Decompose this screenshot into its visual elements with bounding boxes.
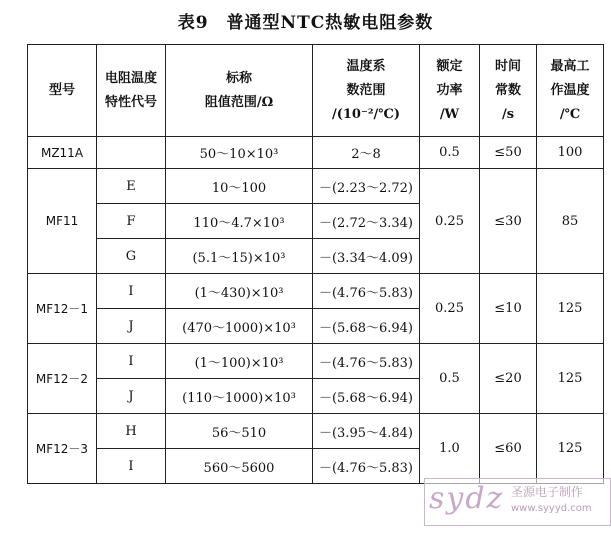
char-code-cell: I (97, 449, 166, 484)
rated-power-cell: 0.25 (420, 274, 480, 344)
header-max-temp: 最高工 作温度 /℃ (537, 45, 604, 137)
temp-coefficient-cell: －(4.76～5.83) (313, 344, 420, 379)
char-code-cell (97, 137, 166, 169)
header-rated-power: 额定 功率 /W (420, 45, 480, 137)
model-cell: MZ11A (28, 137, 97, 169)
rated-power-cell: 0.5 (420, 344, 480, 414)
model-cell: MF12－1 (28, 274, 97, 344)
char-code-cell: I (97, 344, 166, 379)
max-temp-cell: 100 (537, 137, 604, 169)
watermark-name: 圣源电子制作 (511, 485, 584, 499)
resistance-range-cell: 10～100 (166, 169, 313, 204)
time-constant-cell: ≤50 (480, 137, 537, 169)
resistance-range-cell: 560～5600 (166, 449, 313, 484)
header-time-constant: 时间 常数 /s (480, 45, 537, 137)
char-code-cell: H (97, 414, 166, 449)
resistance-range-cell: 56～510 (166, 414, 313, 449)
ntc-parameter-table (27, 44, 604, 484)
table-row (28, 274, 604, 309)
table-title: 表9 普通型NTC热敏电阻参数 (177, 13, 434, 33)
header-model: 型号 (28, 45, 97, 137)
rated-power-cell: 0.25 (420, 169, 480, 274)
max-temp-cell: 85 (537, 169, 604, 274)
max-temp-cell: 125 (537, 344, 604, 414)
model-cell: MF12－3 (28, 414, 97, 484)
table-row (28, 414, 604, 449)
resistance-range-cell: 110～4.7×10³ (166, 204, 313, 239)
header-resistance-range: 标称 阻值范围/Ω (166, 45, 313, 137)
temp-coefficient-cell: －(2.72～3.34) (313, 204, 420, 239)
temp-coefficient-cell: －(5.68～6.94) (313, 379, 420, 414)
char-code-cell: I (97, 274, 166, 309)
char-code-cell: F (97, 204, 166, 239)
resistance-range-cell: 50～10×10³ (166, 137, 313, 169)
temp-coefficient-cell: －(3.34～4.09) (313, 239, 420, 274)
table-row (28, 137, 604, 169)
model-cell: MF12－2 (28, 344, 97, 414)
char-code-cell: E (97, 169, 166, 204)
temp-coefficient-cell: －(4.76～5.83) (313, 274, 420, 309)
resistance-range-cell: (470～1000)×10³ (166, 309, 313, 344)
temp-coefficient-cell: －(5.68～6.94) (313, 309, 420, 344)
rated-power-cell: 0.5 (420, 137, 480, 169)
resistance-range-cell: (110～1000)×10³ (166, 379, 313, 414)
watermark-url: www.syyyd.com (511, 503, 592, 514)
time-constant-cell: ≤20 (480, 344, 537, 414)
char-code-cell: J (97, 309, 166, 344)
temp-coefficient-cell: 2～8 (313, 137, 420, 169)
table-row (28, 169, 604, 204)
watermark-logo: sydz (429, 481, 505, 516)
max-temp-cell: 125 (537, 414, 604, 484)
char-code-cell: J (97, 379, 166, 414)
resistance-range-cell: (1～430)×10³ (166, 274, 313, 309)
temp-coefficient-cell: －(2.23～2.72) (313, 169, 420, 204)
char-code-cell: G (97, 239, 166, 274)
resistance-range-cell: (1～100)×10³ (166, 344, 313, 379)
resistance-range-cell: (5.1～15)×10³ (166, 239, 313, 274)
header-char-code: 电阻温度 特性代号 (97, 45, 166, 137)
time-constant-cell: ≤60 (480, 414, 537, 484)
model-cell: MF11 (28, 169, 97, 274)
temp-coefficient-cell: －(3.95～4.84) (313, 414, 420, 449)
max-temp-cell: 125 (537, 274, 604, 344)
table-row (28, 344, 604, 379)
time-constant-cell: ≤10 (480, 274, 537, 344)
header-temp-coefficient: 温度系 数范围 /(10⁻²/℃) (313, 45, 420, 137)
rated-power-cell: 1.0 (420, 414, 480, 484)
time-constant-cell: ≤30 (480, 169, 537, 274)
watermark (424, 478, 611, 526)
temp-coefficient-cell: －(4.76～5.83) (313, 449, 420, 484)
